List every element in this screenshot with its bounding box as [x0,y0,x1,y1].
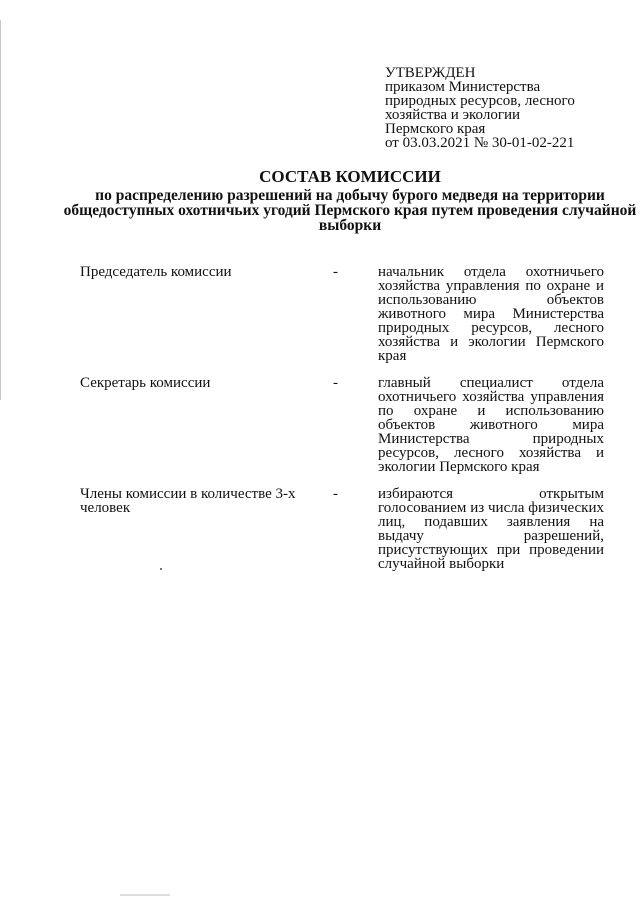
approval-order-line: от 03.03.2021 № 30-01-02-221 [385,135,575,151]
member-dash: - [333,375,338,391]
approval-line: приказом Министерства [385,79,541,95]
scan-speck [160,568,162,570]
document-title [60,168,640,233]
member-dash: - [333,264,338,280]
member-dash: - [333,486,338,502]
member-description: избираются открытым голосованием из числа физических лиц, подавших заявления на выдачу разрешений, присутствующих при проведении случайной выборки [378,486,604,572]
scan-smudge [120,894,170,896]
approval-stamp [385,66,615,150]
member-role: Секретарь комиссии [80,375,211,391]
approval-line: природных ресурсов, лесного [385,93,575,109]
title-subtitle: по распределению разрешений на добычу бурого медведя на территории общедоступных охотничьих угодий Пермского края путем проведения случайной выборки [63,187,637,234]
approval-line: хозяйства и экологии [385,107,521,123]
title-main: СОСТАВ КОМИССИИ [259,167,441,186]
member-role: Председатель комиссии [80,264,232,280]
member-description: начальник отдела охотничьего хозяйства управления по охране и использованию объектов животного мира Министерства природных ресурсов, лесного хозяйства и экологии Пермского края [378,264,604,364]
approval-line: УТВЕРЖДЕН [385,65,476,81]
member-role: Члены комиссии в количестве 3-х человек [80,486,296,516]
member-description: главный специалист отдела охотничьего хозяйства управления по охране и использованию объектов животного мира Министерства природных ресурсов, лесного хозяйства и экологии Пермского края [378,375,604,475]
scan-margin-line [0,20,1,400]
approval-line: Пермского края [385,121,486,137]
